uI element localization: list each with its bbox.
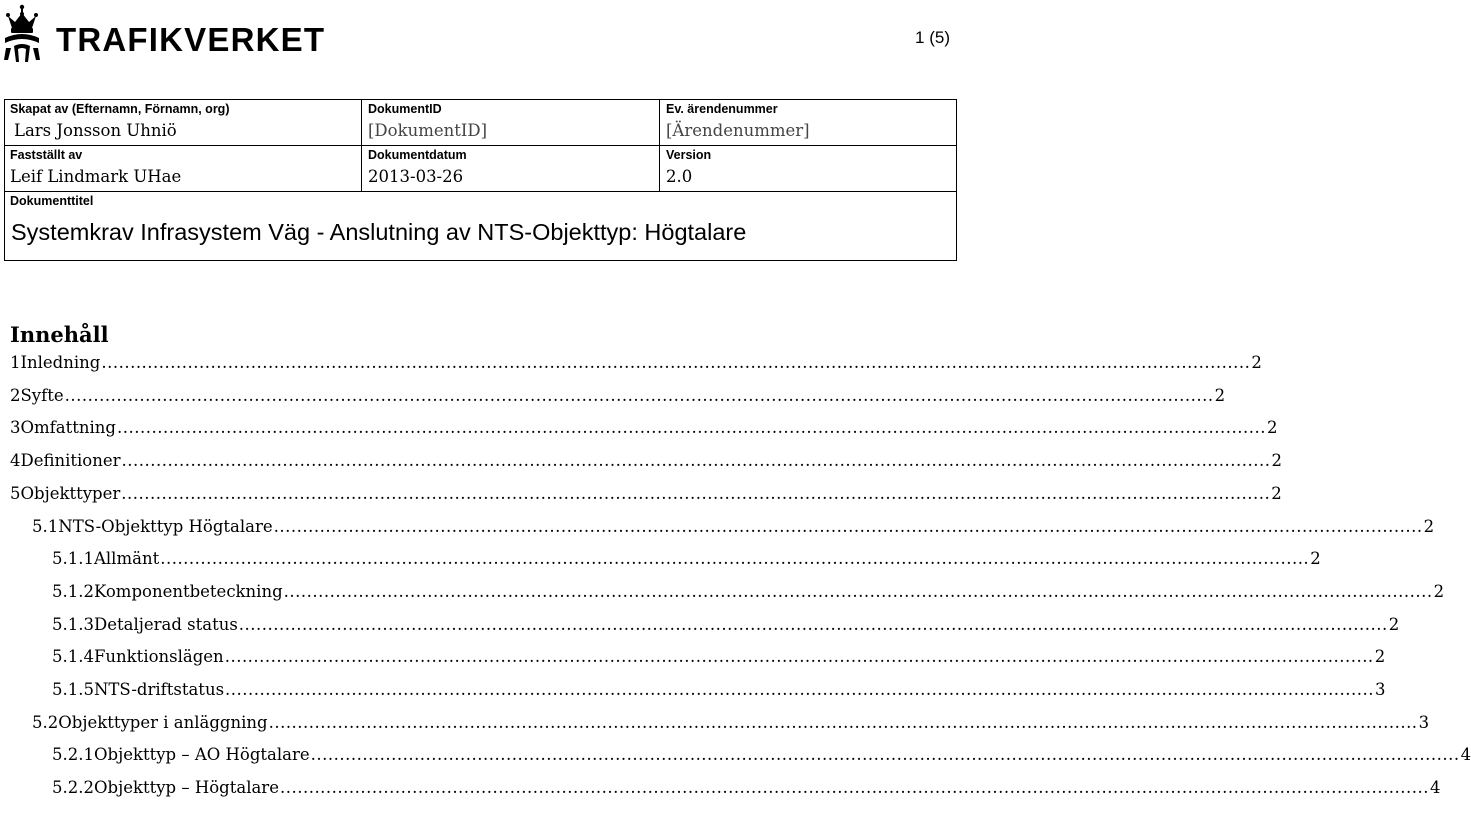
toc-entry-number: 3 [10, 418, 21, 438]
toc-entry-number: 5 [10, 483, 21, 503]
toc-entry-title: Omfattning [20, 418, 116, 438]
toc-entry-title: Objekttyper i anläggning [58, 712, 268, 732]
toc-entry-number: 5.1 [32, 516, 59, 536]
toc-entry[interactable] [10, 418, 1278, 450]
table-divider [5, 145, 956, 146]
toc-dot-leader: ........................................................................................................................................................................................................ [121, 451, 1271, 471]
toc-entry[interactable] [10, 483, 1282, 516]
table-divider [361, 100, 362, 191]
toc-dot-leader: ........................................................................................................................................................................................................ [238, 614, 1388, 634]
toc-entry-page-number: 2 [1251, 353, 1262, 372]
table-divider [659, 100, 660, 191]
toc-dot-leader: ........................................................................................................................................................................................................ [268, 712, 1418, 732]
toc-dot-leader: ........................................................................................................................................................................................................ [225, 680, 1375, 699]
toc-dot-leader: ........................................................................................................................................................................................................ [283, 581, 1433, 601]
toc-entry[interactable] [52, 745, 1471, 777]
toc-entry-number: 5.2.1 [52, 745, 94, 765]
toc-entry-page-number: 2 [1423, 516, 1435, 536]
toc-entry-title: Objekttyp – AO Högtalare [93, 745, 310, 765]
document-title-label: Dokumenttitel [10, 194, 94, 208]
toc-entry-number: 5.1.4 [52, 647, 94, 667]
toc-entry[interactable] [52, 647, 1386, 679]
toc-entry-title: NTS-Objekttyp Högtalare [58, 516, 273, 536]
version-value: 2.0 [666, 167, 693, 186]
document-date-value: 2013-03-26 [368, 167, 464, 186]
toc-entry-title: Objekttyper [20, 483, 121, 503]
toc-dot-leader: ........................................................................................................................................................................................................ [116, 418, 1266, 438]
toc-entry[interactable] [52, 614, 1400, 647]
version-label: Version [666, 148, 712, 162]
toc-entry[interactable] [52, 680, 1386, 712]
toc-entry-title: Objekttyp – Högtalare [93, 778, 279, 798]
toc-entry-title: Definitioner [20, 451, 121, 471]
toc-entry-page-number: 2 [1271, 451, 1283, 471]
toc-entry-title: Allmänt [93, 549, 160, 569]
toc-dot-leader: ........................................................................................................................................................................................................ [160, 549, 1310, 569]
toc-entry-title: Detaljerad status [93, 614, 238, 634]
toc-entry-number: 5.1.2 [52, 581, 94, 601]
toc-entry[interactable] [52, 549, 1321, 581]
document-metadata-table [4, 99, 957, 261]
toc-entry-number: 5.1.3 [52, 614, 94, 634]
toc-entry-title: Funktionslägen [93, 647, 224, 667]
toc-entry-page-number: 3 [1418, 712, 1430, 732]
document-id-value: [DokumentID] [368, 121, 488, 140]
toc-entry[interactable] [10, 353, 1262, 385]
case-number-value: [Ärendenummer] [666, 121, 810, 140]
toc-entry-number: 5.1.5 [52, 680, 94, 699]
toc-dot-leader: ........................................................................................................................................................................................................ [64, 385, 1214, 405]
toc-entry-page-number: 4 [1460, 745, 1471, 765]
toc-entry-page-number: 3 [1375, 680, 1386, 699]
crown-icon [4, 5, 40, 62]
document-date-label: Dokumentdatum [368, 148, 467, 162]
trafikverket-logo [2, 2, 326, 66]
toc-dot-leader: ........................................................................................................................................................................................................ [279, 778, 1429, 798]
toc-entry[interactable] [10, 451, 1283, 483]
toc-entry-number: 5.2 [32, 712, 59, 732]
toc-entry-page-number: 2 [1271, 483, 1282, 503]
toc-entry[interactable] [32, 712, 1430, 745]
toc-entry-number: 5.2.2 [52, 778, 94, 798]
toc-dot-leader: ........................................................................................................................................................................................................ [101, 353, 1251, 372]
toc-dot-leader: ........................................................................................................................................................................................................ [224, 647, 1374, 667]
approved-by-value: Leif Lindmark UHae [10, 167, 182, 186]
approved-by-label: Fastställt av [10, 148, 83, 162]
toc-entry-page-number: 2 [1310, 549, 1321, 569]
toc-entry-title: Komponentbeteckning [93, 581, 283, 601]
created-by-label: Skapat av (Efternamn, Förnamn, org) [10, 102, 230, 116]
toc-entry-page-number: 2 [1433, 581, 1445, 601]
toc-entry-title: Inledning [20, 353, 101, 372]
toc-entry-page-number: 2 [1388, 614, 1400, 634]
toc-entry-page-number: 2 [1214, 385, 1226, 405]
document-title: Systemkrav Infrasystem Väg - Anslutning av NTS-Objekttyp: Högtalare [11, 219, 747, 245]
toc-entry-number: 1 [10, 353, 21, 372]
toc-entry-number: 5.1.1 [52, 549, 94, 569]
toc-dot-leader: ........................................................................................................................................................................................................ [273, 516, 1423, 536]
logo-wordmark: TRAFIKVERKET [56, 21, 326, 58]
toc-dot-leader: ........................................................................................................................................................................................................ [121, 483, 1271, 503]
toc-entry-page-number: 2 [1266, 418, 1278, 438]
toc-entry[interactable] [32, 516, 1435, 549]
table-divider [5, 191, 956, 192]
toc-entry-number: 4 [10, 451, 21, 471]
toc-dot-leader: ........................................................................................................................................................................................................ [310, 745, 1460, 765]
page-number: 1 (5) [915, 28, 950, 47]
toc-entry-title: Syfte [20, 385, 64, 405]
toc-entry-page-number: 4 [1429, 778, 1441, 798]
toc-heading: Innehåll [10, 322, 109, 347]
created-by-value: Lars Jonsson Uhniö [14, 121, 177, 140]
toc-entry[interactable] [52, 581, 1445, 614]
toc-entry-number: 2 [10, 385, 21, 405]
toc-entry[interactable] [52, 778, 1441, 810]
toc-entry-page-number: 2 [1374, 647, 1386, 667]
case-number-label: Ev. ärendenummer [666, 102, 778, 116]
toc-entry[interactable] [10, 385, 1226, 418]
toc-entry-title: NTS-driftstatus [93, 680, 225, 699]
document-id-label: DokumentID [368, 102, 442, 116]
